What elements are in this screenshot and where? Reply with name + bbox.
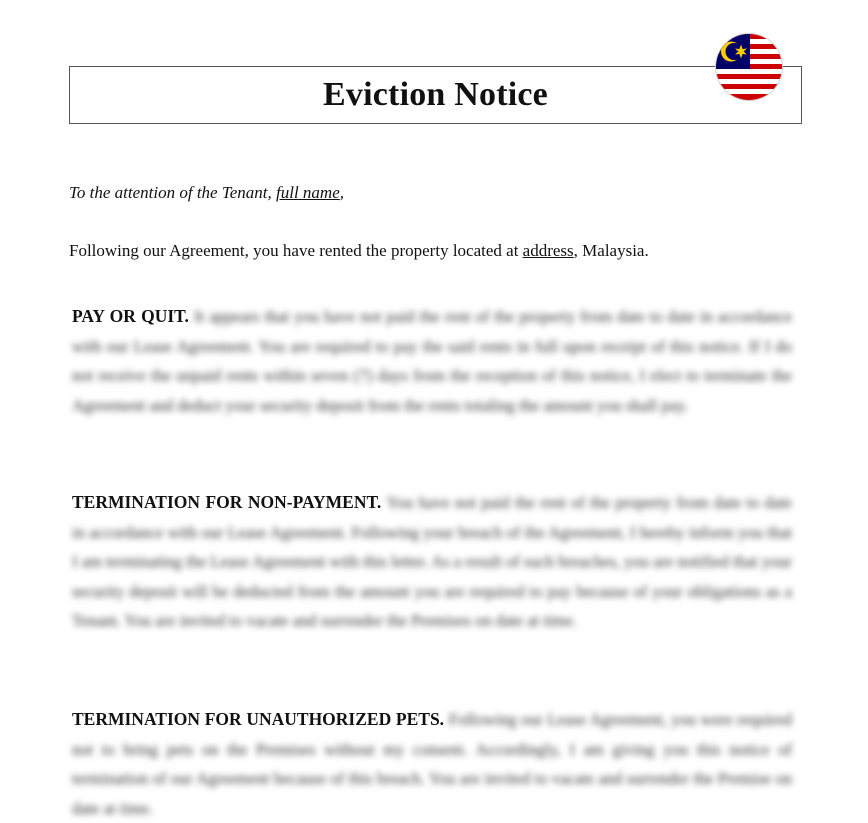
property-line (69, 241, 649, 261)
section-pay-or-quit (72, 302, 792, 420)
section-body-blurred: Following our Lease Agreement, you were required not to bring pets on the Premises without my consent. Accordingly, I am giving you this notice of termination of our Agreement because of this breach. You are invited to vacate and surrender the Premise on date at time. (72, 710, 792, 818)
address-field: address (522, 241, 574, 260)
section-heading: TERMINATION FOR UNAUTHORIZED PETS. (72, 709, 449, 729)
section-heading: TERMINATION FOR NON-PAYMENT. (72, 492, 387, 512)
attention-suffix: , (339, 183, 345, 202)
property-prefix: Following our Agreement, you have rented the property located at (69, 241, 523, 260)
section-body-blurred: It appears that you have not paid the rent of the property from date to date in accordance with our Lease Agreement. You are required to pay the said rents in full upon receipt of this notice. If I do not receive the unpaid rents within seven (7) days from the reception of this notice, I elect to terminate the Agreement and deduct your security deposit from the rents totaling the amount you shall pay. (72, 307, 792, 415)
section-heading: PAY OR QUIT. (72, 306, 195, 326)
attention-prefix: To the attention of the Tenant, (69, 183, 277, 202)
tenant-name-field: full name (276, 183, 340, 202)
property-suffix: , Malaysia. (573, 241, 649, 260)
section-termination-pets (72, 705, 792, 823)
malaysia-flag-icon (716, 34, 782, 100)
tenant-attention-line (69, 183, 344, 203)
page-title: Eviction Notice (323, 76, 548, 113)
title-box (69, 66, 802, 124)
section-termination-non-payment (72, 488, 792, 636)
section-body-blurred: You have not paid the rent of the property from date to date in accordance with our Lease Agreement. Following your breach of the Agreement, I hereby inform you that I am terminating the Lease Agreement with this letter. As a result of such breaches, you are notified that your security deposit will be deducted from the amount you are required to pay because of your obligations as a Tenant. You are invited to vacate and surrender the Premises on date at time. (72, 493, 792, 630)
